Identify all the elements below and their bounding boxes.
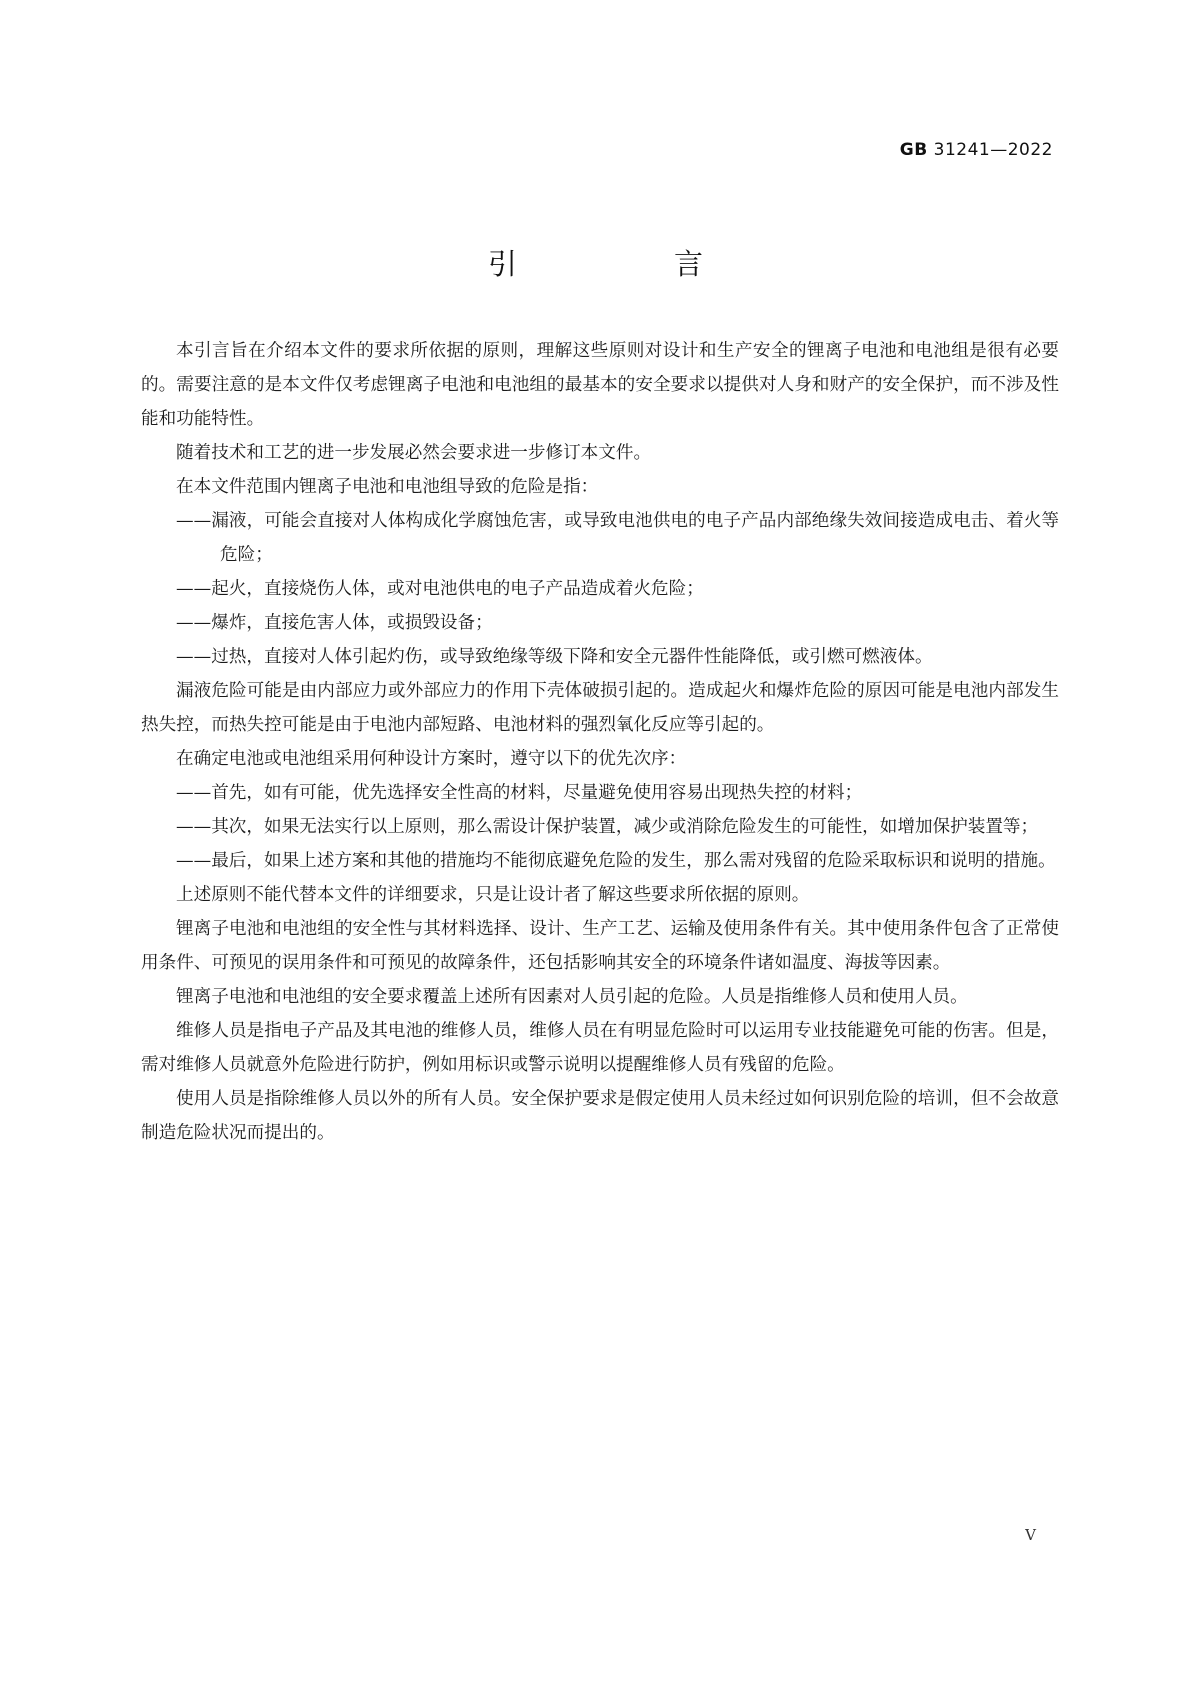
- paragraph: 在确定电池或电池组采用何种设计方案时，遵守以下的优先次序：: [176, 749, 687, 769]
- priority-list-item: ——最后，如果上述方案和其他的措施均不能彻底避免危险的发生，那么需对残留的危险采取标识和说明的措施。: [176, 851, 1056, 871]
- paragraph: 随着技术和工艺的进一步发展必然会要求进一步修订本文件。: [176, 443, 652, 463]
- hazard-list-item: ——漏液，可能会直接对人体构成化学腐蚀危害，或导致电池供电的电子产品内部绝缘失效间接造成电击、着火等危险；: [176, 511, 1059, 565]
- hazard-list-item: ——爆炸，直接危害人体，或损毁设备；: [176, 613, 493, 633]
- paragraph: 本引言旨在介绍本文件的要求所依据的原则，理解这些原则对设计和生产安全的锂离子电池和电池组是很有必要的。需要注意的是本文件仅考虑锂离子电池和电池组的最基本的安全要求以提供对人身和财产的安全保护，而不涉及性能和功能特性。: [141, 341, 1059, 429]
- standard-number: 31241—2022: [933, 140, 1053, 160]
- paragraph: 维修人员是指电子产品及其电池的维修人员，维修人员在有明显危险时可以运用专业技能避免可能的伤害。但是，需对维修人员就意外危险进行防护，例如用标识或警示说明以提醒维修人员有残留的危险。: [141, 1021, 1059, 1075]
- hazard-list-item: ——起火，直接烧伤人体，或对电池供电的电子产品造成着火危险；: [176, 579, 704, 599]
- paragraph: 使用人员是指除维修人员以外的所有人员。安全保护要求是假定使用人员未经过如何识别危险的培训，但不会故意制造危险状况而提出的。: [141, 1089, 1059, 1143]
- paragraph: 上述原则不能代替本文件的详细要求，只是让设计者了解这些要求所依据的原则。: [176, 885, 810, 905]
- hazard-list-item: ——过热，直接对人体引起灼伤，或导致绝缘等级下降和安全元器件性能降低，或引燃可燃液体。: [176, 647, 933, 667]
- introduction-body: [141, 334, 1059, 1150]
- page-title: 引 言: [487, 247, 767, 281]
- page-number: Ⅴ: [1025, 1526, 1036, 1544]
- standard-prefix: GB: [899, 140, 928, 160]
- paragraph: 锂离子电池和电池组的安全性与其材料选择、设计、生产工艺、运输及使用条件有关。其中使用条件包含了正常使用条件、可预见的误用条件和可预见的故障条件，还包括影响其安全的环境条件诸如温度、海拔等因素。: [141, 919, 1059, 973]
- paragraph: 锂离子电池和电池组的安全要求覆盖上述所有因素对人员引起的危险。人员是指维修人员和使用人员。: [176, 987, 968, 1007]
- priority-list-item: ——首先，如有可能，优先选择安全性高的材料，尽量避免使用容易出现热失控的材料；: [176, 783, 863, 803]
- priority-list-item: ——其次，如果无法实行以上原则，那么需设计保护装置，减少或消除危险发生的可能性，如增加保护装置等；: [176, 817, 1039, 837]
- paragraph: 漏液危险可能是由内部应力或外部应力的作用下壳体破损引起的。造成起火和爆炸危险的原因可能是电池内部发生热失控，而热失控可能是由于电池内部短路、电池材料的强烈氧化反应等引起的。: [141, 681, 1059, 735]
- paragraph: 在本文件范围内锂离子电池和电池组导致的危险是指：: [176, 477, 599, 497]
- standard-code: [900, 140, 1053, 160]
